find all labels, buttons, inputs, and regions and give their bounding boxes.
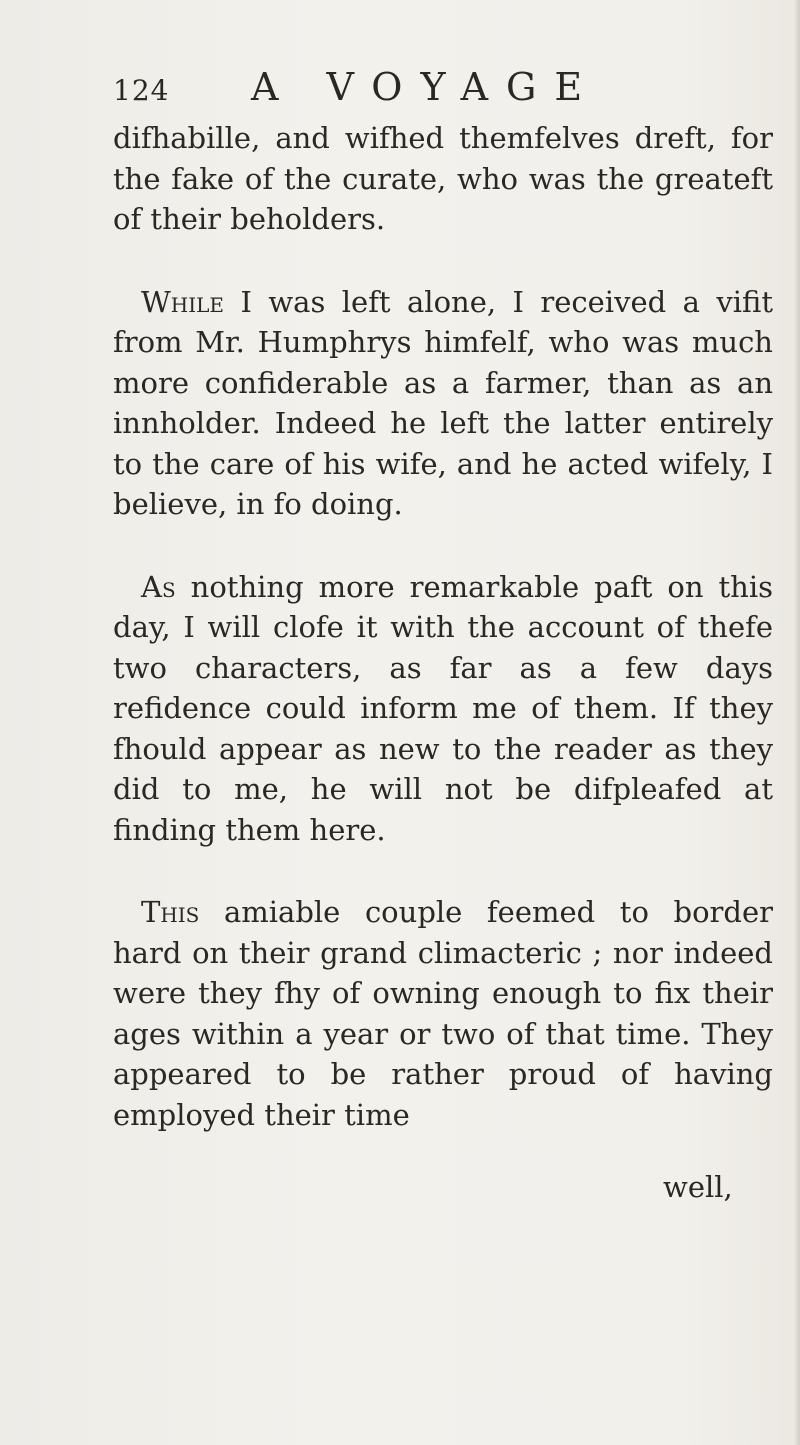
paragraph-4-text: amiable couple feemed to border hard on their grand climacteric ; nor indeed were they fhy of owning enough to fix their ages within a year or two of that time. They appeared to be rather proud of having employed their time [113,895,773,1132]
paragraph-3-text: nothing more remarkable paft on this day, I will clofe it with the account of thefe two characters, as far as a few days refidence could inform me of them. If they fhould appear as new to the reader as they did to me, he will not be difpleafed at finding them here. [113,569,773,847]
paragraph-2-lead: While [141,284,225,319]
paragraph-2-text: I was left alone, I received a vifit from Mr. Humphrys himfelf, who was much more confiderable as a farmer, than as an innholder. Indeed he left the latter entirely to the care of his wife, and he acted wifely, I believe, in fo doing. [113,284,773,521]
running-head: A VOYAGE [251,65,601,109]
paragraph-4-lead: This [141,895,200,929]
catchword: well, [663,1170,733,1204]
paragraph-3-lead: As [141,569,176,604]
paragraph-1-text: difhabille, and wifhed themfelves dreft, for the fake of the curate, who was the greateft of their beholders. [113,121,773,236]
paragraph-1 [113,118,773,240]
paragraph-2 [113,282,773,525]
paragraph-4 [113,892,773,1135]
page-header [113,62,753,112]
body-text [113,118,773,1135]
page-number: 124 [113,74,170,107]
page-edge-shadow [794,0,800,1445]
paragraph-3 [113,567,773,851]
